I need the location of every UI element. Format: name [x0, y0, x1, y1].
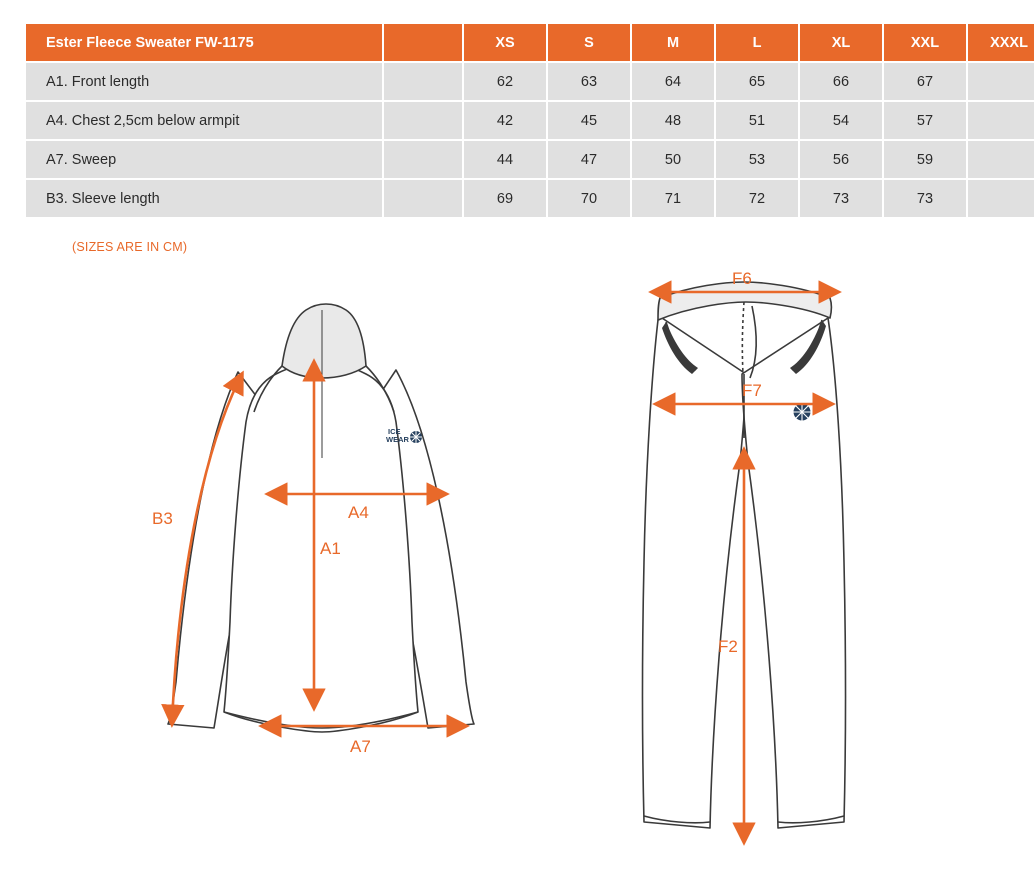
cell-a4-m: 48: [631, 101, 715, 140]
cell-a4-l: 51: [715, 101, 799, 140]
size-table-head: [25, 23, 1034, 62]
cell-a7-l: 53: [715, 140, 799, 179]
cell-a1-xxl: 67: [883, 62, 967, 101]
size-header-xs: XS: [463, 23, 547, 62]
size-header-xxxl: XXXL: [967, 23, 1034, 62]
row-spacer-a4: [383, 101, 463, 140]
row-spacer-a1: [383, 62, 463, 101]
cell-a7-m: 50: [631, 140, 715, 179]
size-header-m: M: [631, 23, 715, 62]
dimension-label-b3: B3: [152, 509, 173, 528]
row-spacer-a7: [383, 140, 463, 179]
sweater-figure: [110, 262, 580, 822]
cell-a7-xxl: 59: [883, 140, 967, 179]
dimension-label-a1: A1: [320, 539, 341, 558]
size-header-s: S: [547, 23, 631, 62]
cell-a1-s: 63: [547, 62, 631, 101]
cell-a4-xl: 54: [799, 101, 883, 140]
pants-figure: [600, 262, 930, 862]
row-spacer-b3: [383, 179, 463, 218]
dimension-a7: [262, 726, 466, 756]
table-row: [25, 140, 1034, 179]
dimension-label-f6: F6: [732, 269, 752, 288]
sweater-outline: [168, 304, 474, 732]
product-title-cell: Ester Fleece Sweater FW-1175: [25, 23, 383, 62]
brand-logo-line1: ICE: [388, 427, 401, 436]
cell-a4-xxl: 57: [883, 101, 967, 140]
cell-b3-xxl: 73: [883, 179, 967, 218]
cell-a7-xxxl: [967, 140, 1034, 179]
spacer-header-cell: [383, 23, 463, 62]
cell-b3-xxxl: [967, 179, 1034, 218]
cell-b3-l: 72: [715, 179, 799, 218]
cell-a7-s: 47: [547, 140, 631, 179]
row-label-a1: A1. Front length: [25, 62, 383, 101]
dimension-label-a4: A4: [348, 503, 369, 522]
cell-a1-m: 64: [631, 62, 715, 101]
size-header-xl: XL: [799, 23, 883, 62]
cell-a7-xs: 44: [463, 140, 547, 179]
cell-a1-xl: 66: [799, 62, 883, 101]
brand-logo-line2: WEAR: [386, 435, 409, 444]
cell-b3-xs: 69: [463, 179, 547, 218]
table-row: [25, 101, 1034, 140]
cell-a7-xl: 56: [799, 140, 883, 179]
table-header-row: [25, 23, 1034, 62]
cell-a4-s: 45: [547, 101, 631, 140]
dimension-label-a7: A7: [350, 737, 371, 756]
cell-a4-xs: 42: [463, 101, 547, 140]
row-label-b3: B3. Sleeve length: [25, 179, 383, 218]
row-label-a7: A7. Sweep: [25, 140, 383, 179]
units-note: (SIZES ARE IN CM): [72, 240, 188, 254]
dimension-label-f2: F2: [718, 637, 738, 656]
size-table-body: [25, 62, 1034, 218]
cell-a1-l: 65: [715, 62, 799, 101]
table-row: [25, 179, 1034, 218]
size-header-xxl: XXL: [883, 23, 967, 62]
cell-b3-s: 70: [547, 179, 631, 218]
cell-b3-m: 71: [631, 179, 715, 218]
cell-a1-xxxl: [967, 62, 1034, 101]
row-label-a4: A4. Chest 2,5cm below armpit: [25, 101, 383, 140]
table-row: [25, 62, 1034, 101]
dimension-label-f7: F7: [742, 381, 762, 400]
technical-drawings: [0, 262, 1034, 882]
cell-b3-xl: 73: [799, 179, 883, 218]
cell-a4-xxxl: [967, 101, 1034, 140]
size-header-l: L: [715, 23, 799, 62]
size-table: [24, 22, 1034, 219]
cell-a1-xs: 62: [463, 62, 547, 101]
snowflake-icon: [793, 403, 811, 421]
